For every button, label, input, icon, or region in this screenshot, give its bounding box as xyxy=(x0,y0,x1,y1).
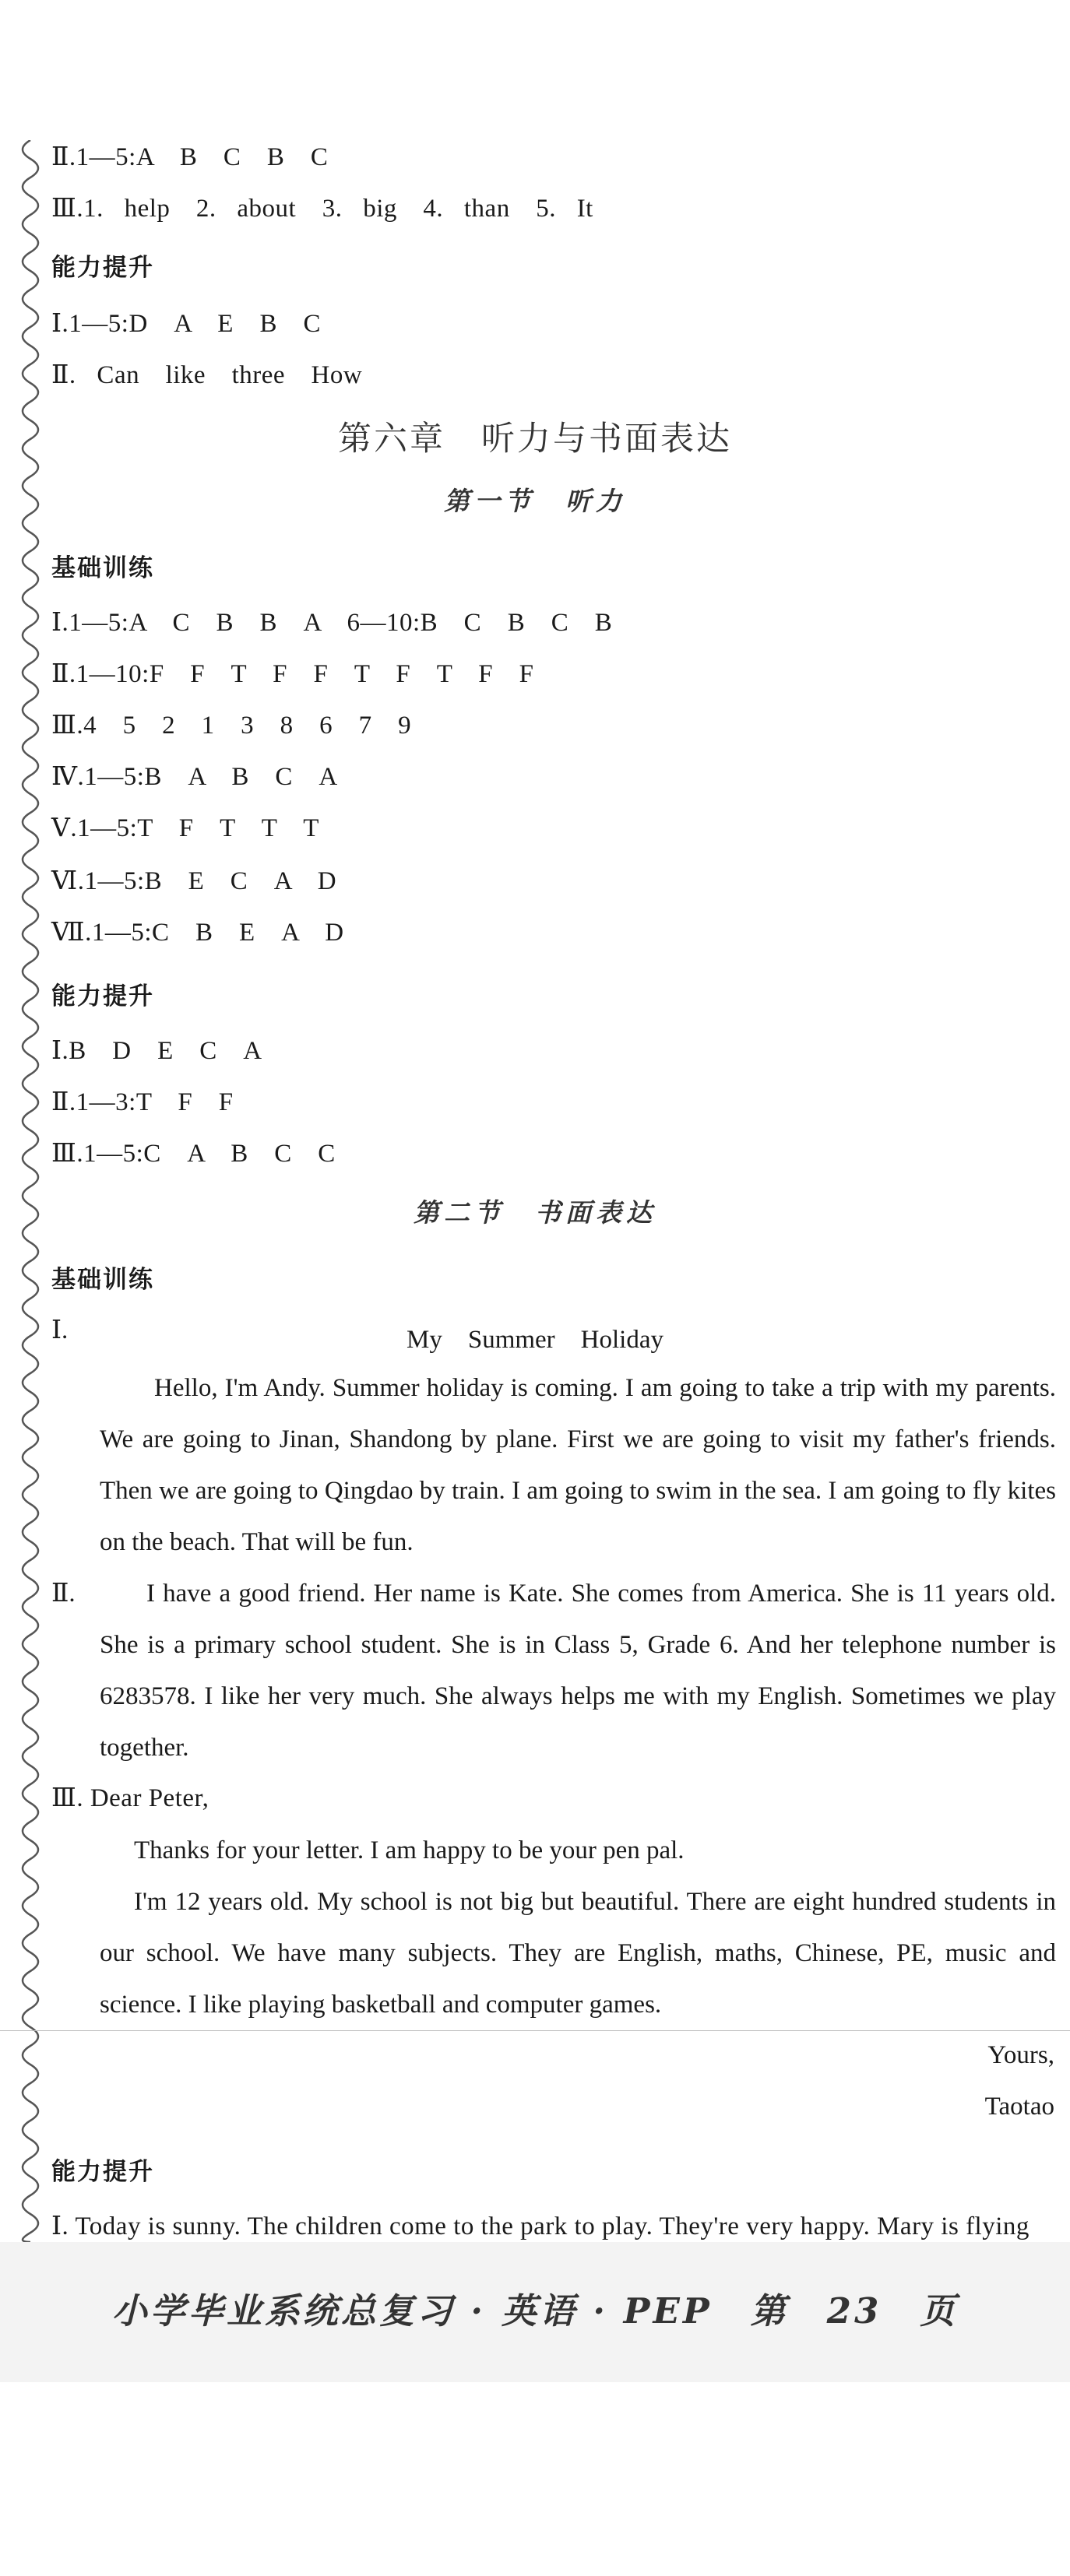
answer-line: Ⅵ.1—5:B E C A D xyxy=(51,867,337,895)
question-number: Ⅱ. xyxy=(51,1580,76,1608)
answer-line: Ⅰ.1—5:D A E B C xyxy=(51,310,321,338)
answer-line: Ⅶ.1—5:C B E A D xyxy=(51,919,344,947)
answer-line: Ⅳ.1—5:B A B C A xyxy=(51,763,338,791)
answer-line: Ⅰ.1—5:A C B B A 6—10:B C B C B xyxy=(51,609,613,637)
section-heading: 能力提升 xyxy=(51,982,154,1010)
answer-line: Ⅱ.1—5:A B C B C xyxy=(51,143,329,171)
essay-paragraph: I have a good friend. Her name is Kate. She comes from America. She is 11 years old. She is a primary school student. She is in Class 5, Grade 6. And her telephone number is 6283578. I like her very much. She always helps me with my English. Sometimes we play together. xyxy=(100,1580,1056,1762)
letter-signature: Taotao xyxy=(984,2093,1054,2121)
page-footer: 小学毕业系统总复习 · 英语 · PEP 第 23 页 xyxy=(111,2290,959,2332)
letter-greeting: Ⅲ. Dear Peter, xyxy=(51,1784,209,1812)
answer-line: Ⅰ.B D E C A xyxy=(51,1037,262,1065)
section-heading: 基础训练 xyxy=(51,554,154,582)
answer-line: Ⅲ.4 5 2 1 3 8 6 7 9 xyxy=(51,712,412,740)
section-heading: 能力提升 xyxy=(51,2158,154,2186)
chapter-title: 第六章 听力与书面表达 xyxy=(338,420,732,459)
section-title: 第一节 听力 xyxy=(444,486,626,516)
answer-line: Ⅲ.1. help 2. about 3. big 4. than 5. It xyxy=(51,195,593,223)
letter-closing: Yours, xyxy=(987,2041,1054,2069)
answer-line: Ⅰ. Today is sunny. The children come to the park to play. They're very happy. Mary is flying xyxy=(51,2212,1030,2240)
section-heading: 基础训练 xyxy=(51,1266,154,1294)
answer-line: Ⅱ. Can like three How xyxy=(51,361,363,389)
section-heading: 能力提升 xyxy=(51,254,154,282)
answer-line: Ⅲ.1—5:C A B C C xyxy=(51,1140,336,1168)
essay-paragraph: Hello, I'm Andy. Summer holiday is coming. I am going to take a trip with my parents. We are going to Jinan, Shandong by plane. First we are going to visit my father's friends. Then we are going to Qingdao by train. I am going to swim in the sea. I am going to fly kites on the beach. That will be fun. xyxy=(100,1374,1056,1556)
essay-title: My Summer Holiday xyxy=(407,1326,663,1354)
divider xyxy=(0,2030,1070,2031)
question-number: Ⅰ. xyxy=(51,1316,69,1344)
section-title: 第二节 书面表达 xyxy=(414,1197,656,1228)
answer-line: Ⅴ.1—5:T F T T T xyxy=(51,814,319,842)
answer-line: Ⅱ.1—10:F F T F F T F T F F xyxy=(51,660,534,688)
letter-paragraph: Thanks for your letter. I am happy to be your pen pal. xyxy=(134,1836,685,1864)
letter-paragraph: I'm 12 years old. My school is not big but beautiful. There are eight hundred students in our school. We have many subjects. They are English, maths, Chinese, PE, music and science. I like playing basketball and computer games. xyxy=(100,1888,1056,2019)
answer-line: Ⅱ.1—3:T F F xyxy=(51,1088,234,1116)
